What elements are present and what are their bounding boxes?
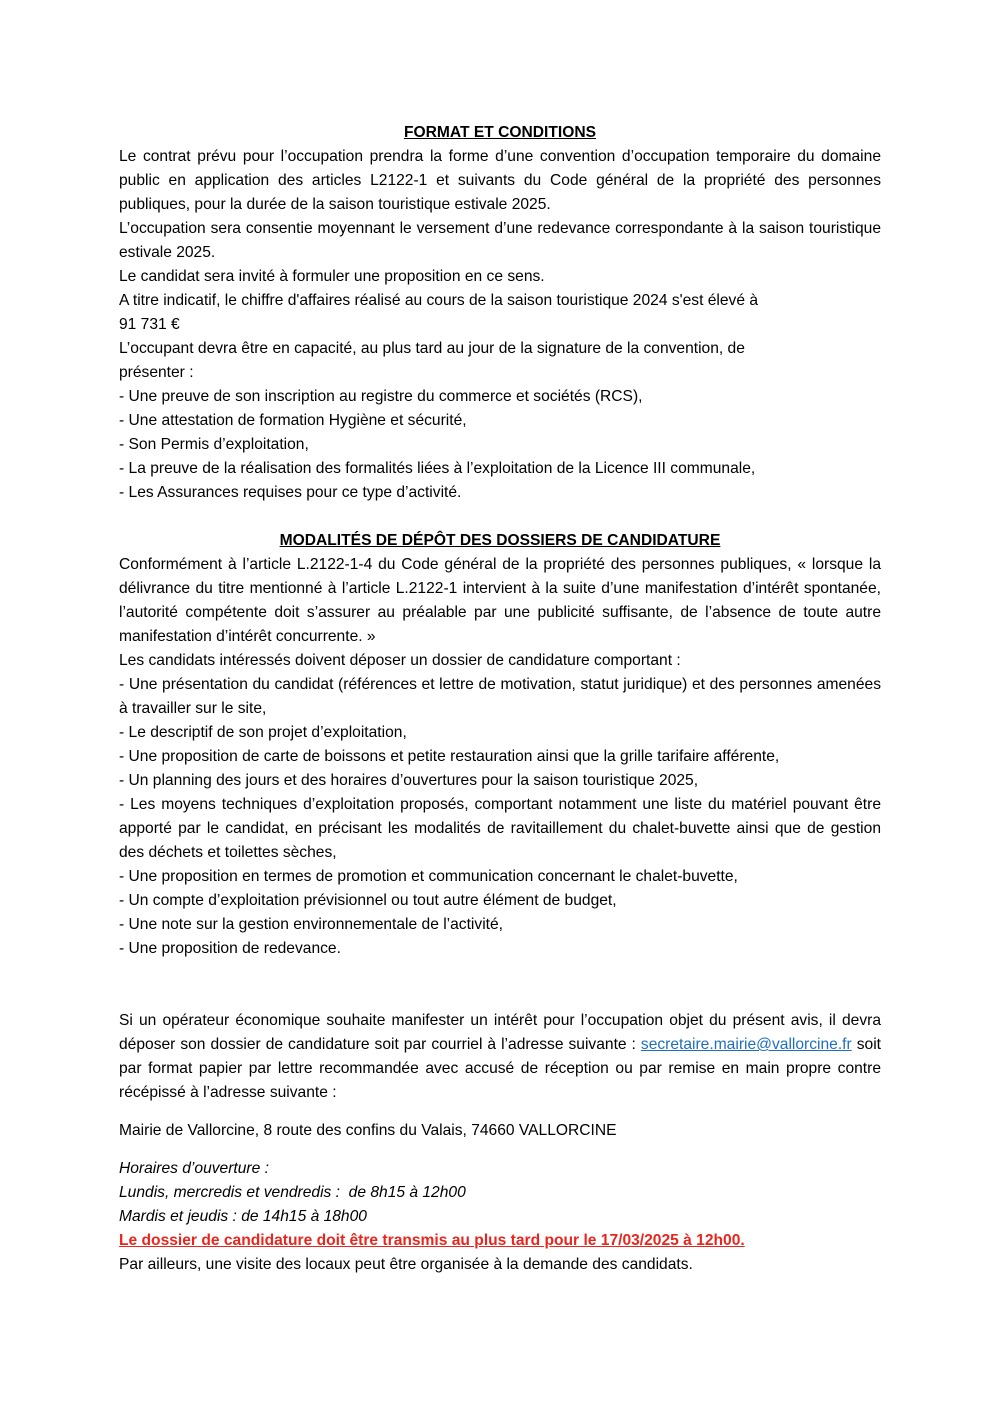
list-item: - Une proposition de redevance. xyxy=(119,940,341,957)
section-title-format: FORMAT ET CONDITIONS xyxy=(403,124,597,141)
submission-text-after: soit par format papier par lettre recommandée avec accusé de réception ou par remise en main propre contre récépissé à l’adresse suivante : xyxy=(119,1036,881,1101)
spacer xyxy=(119,1143,881,1157)
list-item: - Une proposition en termes de promotion et communication concernant le chalet-buvette, xyxy=(119,868,738,885)
email-link[interactable]: secretaire.mairie@vallorcine.fr xyxy=(640,1036,852,1053)
section-title-modalites: MODALITÉS DE DÉPÔT DES DOSSIERS DE CANDIDATURE xyxy=(279,532,721,549)
amount-value: 91 731 € xyxy=(119,316,180,333)
list-item: - Son Permis d’exploitation, xyxy=(119,436,309,453)
list-item: - Une note sur la gestion environnementale de l’activité, xyxy=(119,916,503,933)
paragraph-occupant-line1: L’occupant devra être en capacité, au plus tard au jour de la signature de la convention, de xyxy=(119,340,745,357)
list-item: - Un compte d’exploitation prévisionnel ou tout autre élément de budget, xyxy=(119,892,617,909)
paragraph-chiffre-affaires: A titre indicatif, le chiffre d'affaires réalisé au cours de la saison touristique 2024 s'est élevé à xyxy=(119,292,759,309)
required-documents-list xyxy=(119,385,881,505)
list-item: - Une attestation de formation Hygiène et sécurité, xyxy=(119,412,467,429)
document-page xyxy=(119,121,881,1277)
paragraph-contract: Le contrat prévu pour l’occupation prendra la forme d’une convention d’occupation temporaire du domaine public en application des articles L2122-1 et suivants du Code général de la propriété des personnes publiques, pour la durée de la saison touristique estivale 2025. xyxy=(119,148,881,213)
paragraph-occupant-line2: présenter : xyxy=(119,364,194,381)
hours-line-1: Lundis, mercredis et vendredis : de 8h15 à 12h00 xyxy=(119,1184,466,1201)
candidature-contents-list xyxy=(119,673,881,961)
list-item: - Une preuve de son inscription au registre du commerce et sociétés (RCS), xyxy=(119,388,643,405)
hours-title: Horaires d’ouverture : xyxy=(119,1160,269,1177)
address-line: Mairie de Vallorcine, 8 route des confins du Valais, 74660 VALLORCINE xyxy=(119,1122,617,1139)
list-item: - Une présentation du candidat (références et lettre de motivation, statut juridique) et des personnes amenées à travailler sur le site, xyxy=(119,676,881,717)
paragraph-article-quote: Conformément à l’article L.2122-1-4 du Code général de la propriété des personnes publiques, « lorsque la délivrance du titre mentionné à l’article L.2122-1 intervient à la suite d’une manifestation d’intérêt spontanée, l’autorité compétente doit s’assurer au préalable par une publicité suffisante, de l’absence de toute autre manifestation d’intérêt concurrente. » xyxy=(119,556,881,645)
spacer xyxy=(119,505,881,529)
list-item: - Un planning des jours et des horaires d’ouvertures pour la saison touristique 2025, xyxy=(119,772,699,789)
list-item: - Le descriptif de son projet d’exploitation, xyxy=(119,724,407,741)
paragraph-submission xyxy=(119,1009,881,1105)
deadline-notice: Le dossier de candidature doit être transmis au plus tard pour le 17/03/2025 à 12h00. xyxy=(119,1232,745,1249)
submission-text-before: Si un opérateur économique souhaite manifester un intérêt pour l’occupation objet du présent avis, il devra déposer son dossier de candidature soit par courriel à l’adresse suivante : xyxy=(119,1012,881,1053)
paragraph-proposition: Le candidat sera invité à formuler une proposition en ce sens. xyxy=(119,268,545,285)
visit-notice: Par ailleurs, une visite des locaux peut être organisée à la demande des candidats. xyxy=(119,1256,693,1273)
list-item: - Les moyens techniques d’exploitation proposés, comportant notamment une liste du matériel pouvant être apporté par le candidat, en précisant les modalités de ravitaillement du chalet-buvette ainsi que de gestion des déchets et toilettes sèches, xyxy=(119,796,881,861)
spacer xyxy=(119,961,881,1009)
paragraph-redevance: L’occupation sera consentie moyennant le versement d’une redevance correspondante à la saison touristique estivale 2025. xyxy=(119,220,881,261)
paragraph-candidats: Les candidats intéressés doivent déposer un dossier de candidature comportant : xyxy=(119,652,681,669)
list-item: - Une proposition de carte de boissons et petite restauration ainsi que la grille tarifaire afférente, xyxy=(119,748,780,765)
hours-line-2: Mardis et jeudis : de 14h15 à 18h00 xyxy=(119,1208,367,1225)
spacer xyxy=(119,1105,881,1119)
list-item: - Les Assurances requises pour ce type d’activité. xyxy=(119,484,462,501)
list-item: - La preuve de la réalisation des formalités liées à l’exploitation de la Licence III communale, xyxy=(119,460,756,477)
